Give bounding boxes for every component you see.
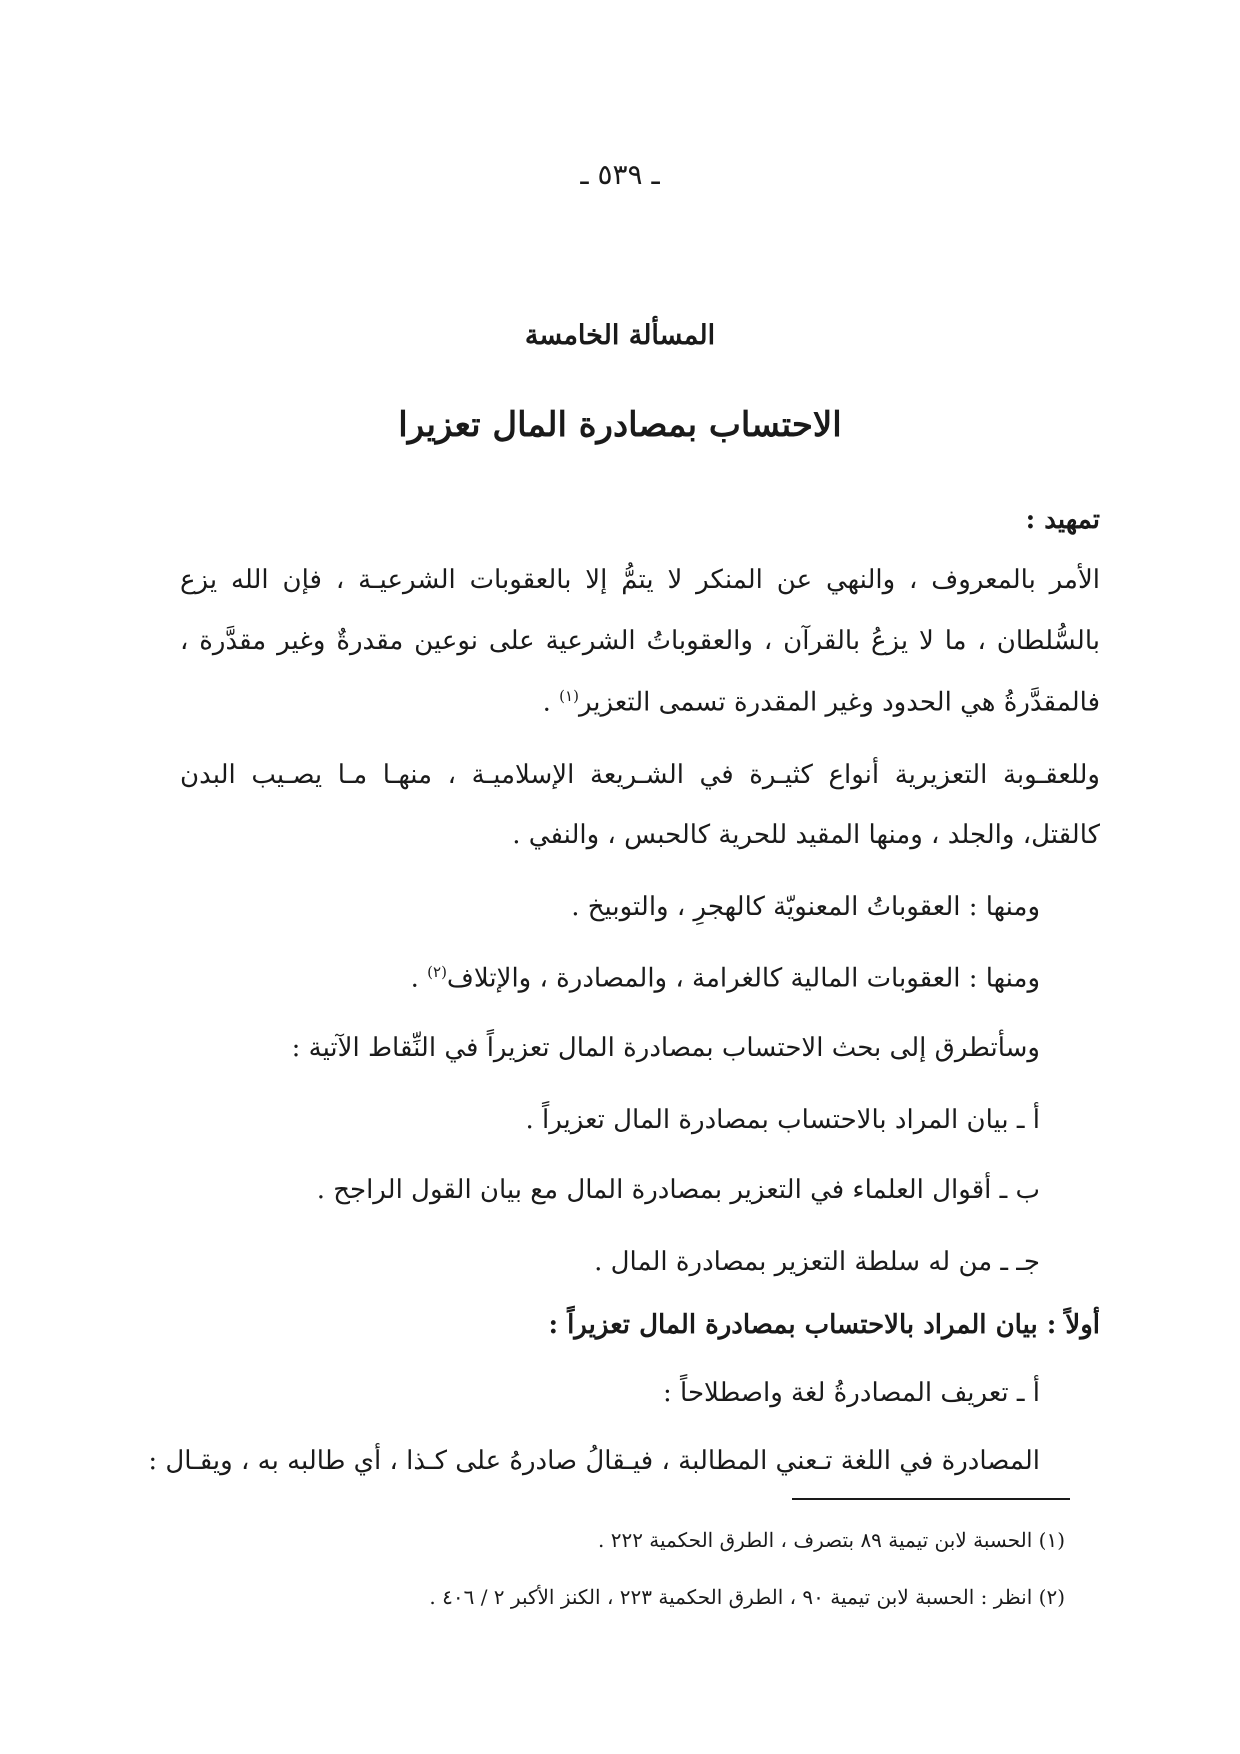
paragraph-1-line-1: الأمر بالمعروف ، والنهي عن المنكر لا يتمُّ إلا بالعقوبات الشرعيـة ، فإن الله يزع: [180, 565, 1100, 595]
list-item: ب ـ أقوال العلماء في التعزير بمصادرة المال مع بيان القول الراجح .: [316, 1175, 1040, 1205]
footnote-1: (١) الحسبة لابن تيمية ٨٩ بتصرف ، الطرق الحكمية ٢٢٢ .: [597, 1528, 1065, 1552]
paragraph-5: وسأتطرق إلى بحث الاحتساب بمصادرة المال تعزيراً في النِّقاط الآتية :: [291, 1033, 1040, 1063]
paragraph-1-line-3-text: فالمقدَّرةُ هي الحدود وغير المقدرة تسمى التعزير: [578, 687, 1100, 718]
subsection-a-heading: أ ـ تعريف المصادرةُ لغة واصطلاحاً :: [663, 1378, 1040, 1408]
footnote-ref-1: (١): [559, 687, 579, 705]
paragraph-1-line-3: [543, 687, 1100, 718]
footnote-divider: [792, 1498, 1070, 1500]
page-title: الاحتساب بمصادرة المال تعزيرا: [398, 405, 842, 445]
footnote-2: (٢) انظر : الحسبة لابن تيمية ٩٠ ، الطرق الحكمية ٢٢٣ ، الكنز الأكبر ٢ / ٤٠٦ .: [429, 1585, 1065, 1609]
paragraph-4-end: .: [410, 963, 428, 994]
paragraph-3: ومنها : العقوباتُ المعنويّة كالهجرِ ، والتوبيخ .: [571, 892, 1040, 922]
section-1-heading: أولاً : بيان المراد بالاحتساب بمصادرة المال تعزيراً :: [548, 1310, 1100, 1340]
page-number: ـ ٥٣٩ ـ: [580, 158, 660, 191]
last-body-line: المصادرة في اللغة تـعني المطالبة ، فيـقالُ صادرهُ على كـذا ، أي طالبه به ، ويقـال :: [148, 1446, 1040, 1476]
paragraph-2-line-1: وللعقـوبة التعزيرية أنواع كثيـرة في الشـريعة الإسلاميـة ، منهـا مـا يصـيب البدن: [180, 760, 1100, 790]
intro-heading: تمهيد :: [1025, 505, 1100, 535]
paragraph-1-line-2: بالسُّلطان ، ما لا يزعُ بالقرآن ، والعقوباتُ الشرعية على نوعين مقدرةٌ وغير مقدَّرة ،: [180, 626, 1101, 656]
paragraph-2-line-2: كالقتل، والجلد ، ومنها المقيد للحرية كالحبس ، والنفي .: [512, 820, 1100, 850]
paragraph-4-text: ومنها : العقوبات المالية كالغرامة ، والمصادرة ، والإتلاف: [446, 963, 1040, 994]
list-item: أ ـ بيان المراد بالاحتساب بمصادرة المال تعزيراً .: [525, 1105, 1040, 1135]
section-subtitle: المسألة الخامسة: [524, 320, 716, 351]
footnote-ref-2: (٢): [427, 963, 447, 981]
paragraph-4: [411, 963, 1040, 994]
paragraph-1-end: .: [542, 687, 560, 718]
list-item: جـ ـ من له سلطة التعزير بمصادرة المال .: [594, 1247, 1040, 1277]
